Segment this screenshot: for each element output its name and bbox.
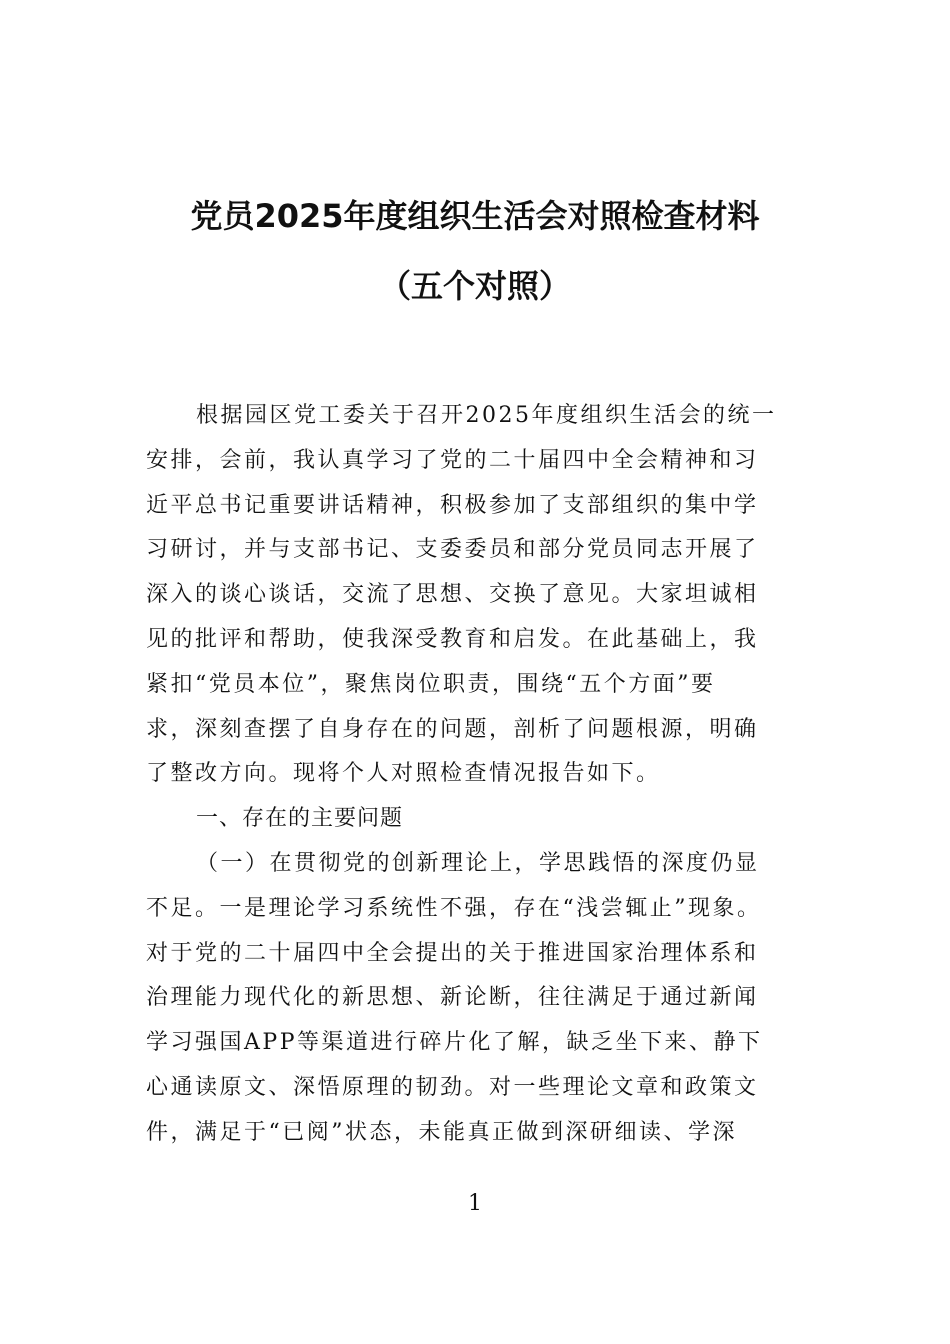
text-line: 了整改方向。现将个人对照检查情况报告如下。 (146, 761, 661, 787)
text-line: 紧扣“党员本位”，聚焦岗位职责，围绕“五个方面”要 (146, 671, 716, 697)
text-line: 深入的谈心谈话，交流了思想、交换了意见。大家坦诚相 (146, 582, 759, 608)
text-line: 学习强国APP等渠道进行碎片化了解，缺乏坐下来、静下 (146, 1030, 763, 1056)
text-line: 对于党的二十届四中全会提出的关于推进国家治理体系和 (146, 940, 759, 966)
page-number: 1 (468, 1191, 482, 1216)
text-line: 近平总书记重要讲话精神，积极参加了支部组织的集中学 (146, 492, 759, 518)
text-line: 见的批评和帮助，使我深受教育和启发。在此基础上，我 (146, 626, 759, 652)
text-line: 件，满足于“已阅”状态，未能真正做到深研细读、学深 (146, 1119, 737, 1145)
text-line: （一）在贯彻党的创新理论上，学思践悟的深度仍显 (196, 850, 760, 876)
text-line: 不足。一是理论学习系统性不强，存在“浅尝辄止”现象。 (146, 895, 762, 921)
text-line: 习研讨，并与支部书记、支委委员和部分党员同志开展了 (146, 537, 759, 563)
text-line: 求，深刻查摆了自身存在的问题，剖析了问题根源，明确 (146, 716, 759, 742)
document-title: 党员2025年度组织生活会对照检查材料 (190, 197, 760, 235)
text-line: 根据园区党工委关于召开2025年度组织生活会的统一 (196, 403, 777, 428)
section-heading: 一、存在的主要问题 (196, 806, 404, 832)
text-line: 安排，会前，我认真学习了党的二十届四中全会精神和习 (146, 447, 759, 473)
document-body (146, 394, 836, 1156)
text-line: 治理能力现代化的新思想、新论断，往往满足于通过新闻 (146, 985, 759, 1011)
text-line: 心通读原文、深悟原理的韧劲。对一些理论文章和政策文 (146, 1074, 759, 1100)
document-subtitle: （五个对照） (378, 267, 571, 305)
